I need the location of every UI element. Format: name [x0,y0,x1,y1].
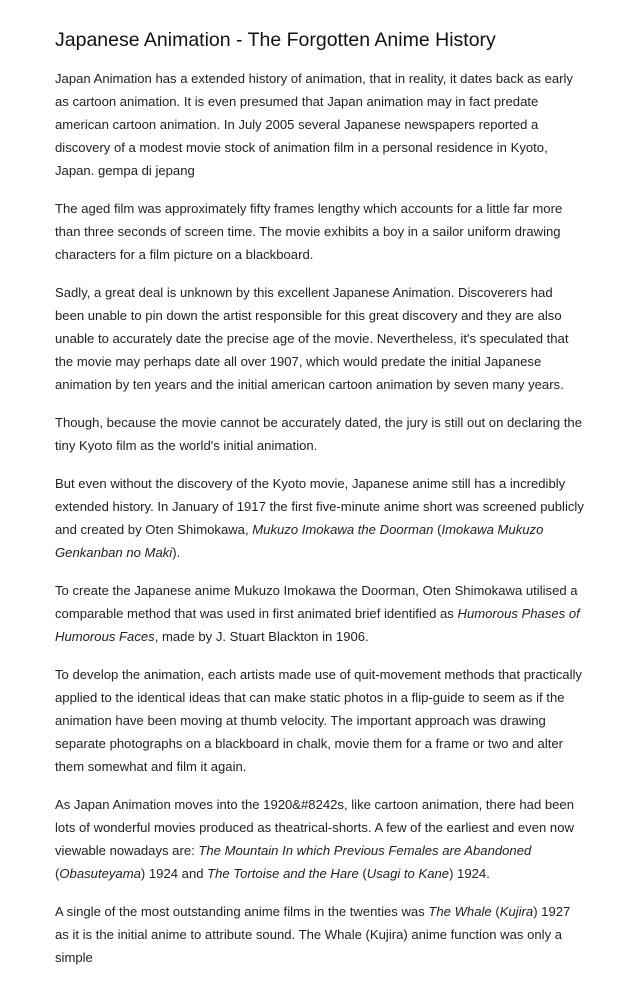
film-title-kujira: Kujira [499,904,534,919]
paragraph-8-text: ) 1924 and [140,866,208,881]
paragraph-5 [55,472,585,564]
paragraph-6-text: To create the Japanese anime Mukuzo Imokawa the Doorman, Oten Shimokawa utilised a comparable method that was used in first animated brief identified as [55,583,578,621]
film-title-mountain: The Mountain In which Previous Females are Abandoned [198,843,532,858]
paragraph-9-text: ( [491,904,500,919]
film-title-whale: The Whale [428,904,492,919]
film-title-japanese: Imokawa Mukuzo Genkanban no Maki [55,522,544,560]
film-title-usagi: Usagi to Kane [366,866,450,881]
film-title-tortoise: The Tortoise and the Hare [207,866,359,881]
paragraph-6-text: , made by J. Stuart Blackton in 1906. [154,629,369,644]
paragraph-7: To develop the animation, each artists made use of quit-movement methods that practically applied to the identical ideas that can make static photos in a flip-guide to seem as if the animation have been moving at thumb velocity. The important approach was drawing separate photographs on a blackboard in chalk, movie them for a frame or two and alter them somewhat and film it again. [55,667,582,774]
document-title: Japanese Animation - The Forgotten Anime History [55,29,496,51]
paragraph-9-text: A single of the most outstanding anime films in the twenties was [55,904,429,919]
paragraph-8-text: As Japan Animation moves into the 1920&#8242s, like cartoon animation, there had been lots of wonderful movies produced as theatrical-shorts. A few of the earliest and even now viewable nowadays are: [55,797,574,858]
paragraph-8-text: ( [55,866,60,881]
film-title-mukuzo: Mukuzo Imokawa the Doorman [252,522,434,537]
paragraph-8-text: ( [358,866,367,881]
paragraph-2: The aged film was approximately fifty frames lengthy which accounts for a little far more than three seconds of screen time. The movie exhibits a boy in a sailor uniform drawing characters for a film picture on a blackboard. [55,201,563,262]
paragraph-5-text: But even without the discovery of the Kyoto movie, Japanese anime still has a incredibly extended history. In January of 1917 the first five-minute anime short was screened publicly and created by Oten Shimokawa, [55,476,584,537]
paragraph-1: Japan Animation has a extended history of animation, that in reality, it dates back as early as cartoon animation. It is even presumed that Japan animation may in fact predate american cartoon animation. In July 2005 several Japanese newspapers reported a discovery of a modest movie stock of animation film in a personal residence in Kyoto, Japan. gempa di jepang [55,71,573,178]
paragraph-9 [55,900,585,969]
paragraph-6 [55,579,585,648]
paragraph-8 [55,793,585,885]
film-title-humorous-phases: Humorous Phases of Humorous Faces [55,606,580,644]
paragraph-5-text: ( [433,522,442,537]
paragraph-8-text: ) 1924. [449,866,490,881]
paragraph-9-text: ) 1927 as it is the initial anime to attribute sound. The Whale (Kujira) anime function was only a simple [55,904,571,965]
paragraph-4: Though, because the movie cannot be accurately dated, the jury is still out on declaring the tiny Kyoto film as the world's initial animation. [55,415,582,453]
document-body [55,67,585,984]
paragraph-3: Sadly, a great deal is unknown by this excellent Japanese Animation. Discoverers had been unable to pin down the artist responsible for this great discovery and they are also unable to accurately date the precise age of the movie. Nevertheless, it's speculated that the movie may perhaps date all over 1907, which would predate the initial Japanese animation by ten years and the initial american cartoon animation by seven many years. [55,285,569,392]
paragraph-5-text: ). [172,545,181,560]
film-title-obasuteyama: Obasuteyama [59,866,141,881]
